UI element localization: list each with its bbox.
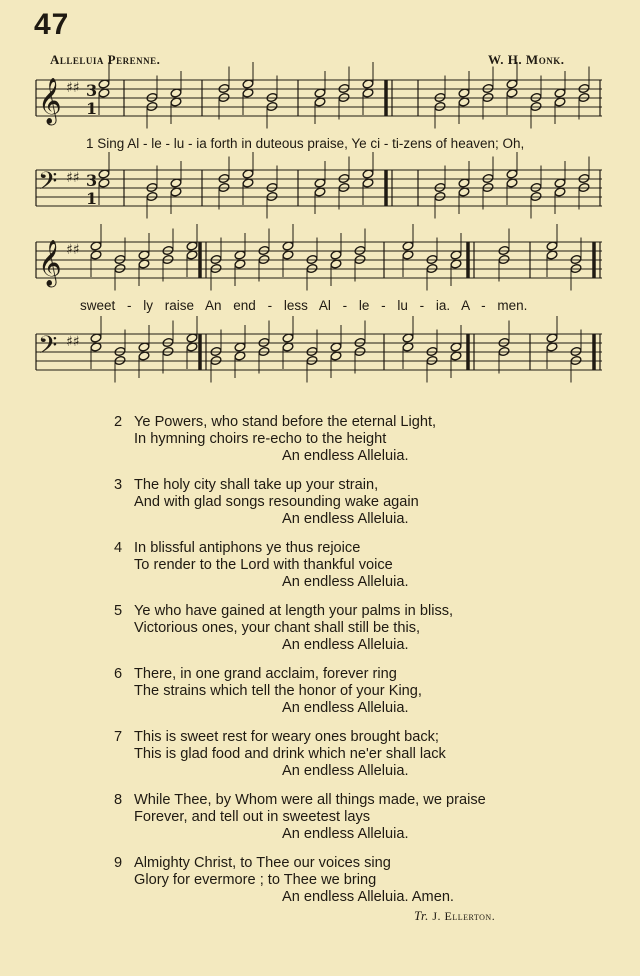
verse-line <box>114 729 594 746</box>
verse-number: 5 <box>114 603 123 619</box>
verse-text: Ye Powers, who stand before the eternal Light, <box>134 414 437 430</box>
bass-clef-icon: 𝄢 <box>38 167 58 202</box>
verse-line <box>114 448 594 465</box>
verse-text: This is glad food and drink which ne'er shall lack <box>134 746 446 762</box>
verse-text: Forever, and tell out in sweetest lays <box>134 809 371 825</box>
music-score <box>0 0 640 400</box>
verse <box>114 603 594 654</box>
verse-line <box>114 746 594 763</box>
verse-number: 9 <box>114 855 123 871</box>
verse-text: There, in one grand acclaim, forever ring <box>134 666 397 682</box>
verse-text: An endless Alleluia. <box>282 448 409 464</box>
time-signature-top: 3 <box>86 81 98 100</box>
verse-text: An endless Alleluia. <box>282 511 409 527</box>
hymn-number: 47 <box>34 8 70 41</box>
verse-text: In hymning choirs re-echo to the height <box>134 431 387 447</box>
key-signature-sharps-icon: ♯♯ <box>66 170 80 186</box>
verse-number: 7 <box>114 729 123 745</box>
verse-text: To render to the Lord with thankful voice <box>134 557 393 573</box>
verse-number: 4 <box>114 540 123 556</box>
verse-number: 6 <box>114 666 123 682</box>
verse-text: In blissful antiphons ye thus rejoice <box>134 540 361 556</box>
lyrics-system-1: 1 Sing Al - le - lu - ia forth in duteous praise, Ye ci - ti-zens of heaven; Oh, <box>86 136 525 151</box>
verse-text: This is sweet rest for weary ones brought back; <box>134 729 439 745</box>
verse-line <box>114 477 594 494</box>
verse <box>114 414 594 465</box>
verse-number: 2 <box>114 414 123 430</box>
translator-name: J. Ellerton. <box>432 909 496 923</box>
verse-text: The strains which tell the honor of your King, <box>134 683 422 699</box>
verse-number: 8 <box>114 792 123 808</box>
time-signature-bottom: 1 <box>86 99 98 118</box>
key-signature-sharps-icon: ♯♯ <box>66 334 80 350</box>
verse <box>114 540 594 591</box>
lyrics-system-2: sweet - ly raise An end - less Al - le - lu - ia. A - men. <box>80 298 528 313</box>
verse-line <box>114 855 594 872</box>
verse-line <box>114 809 594 826</box>
verse-text: An endless Alleluia. <box>282 574 409 590</box>
verse-line <box>114 889 594 906</box>
verse-line <box>114 700 594 717</box>
verse <box>114 855 594 906</box>
verse-line <box>114 872 594 889</box>
verse-line <box>114 683 594 700</box>
verse-text: Ye who have gained at length your palms in bliss, <box>134 603 454 619</box>
verse-line <box>114 557 594 574</box>
verse-line <box>114 574 594 591</box>
verses <box>114 414 594 918</box>
bass-clef-icon: 𝄢 <box>38 331 58 366</box>
verse-line <box>114 826 594 843</box>
verse <box>114 792 594 843</box>
time-signature-top: 3 <box>86 171 98 190</box>
verse-line <box>114 603 594 620</box>
verse <box>114 729 594 780</box>
verse-text: An endless Alleluia. <box>282 700 409 716</box>
verse-line <box>114 666 594 683</box>
verse-text: An endless Alleluia. <box>282 826 409 842</box>
verse-text: Victorious ones, your chant shall still be this, <box>134 620 421 636</box>
verse-text: An endless Alleluia. <box>282 637 409 653</box>
verse-text: While Thee, by Whom were all things made, we praise <box>134 792 486 808</box>
verse-line <box>114 620 594 637</box>
verse-line <box>114 431 594 448</box>
verse-line <box>114 511 594 528</box>
verse-line <box>114 414 594 431</box>
verse-number: 3 <box>114 477 123 493</box>
verse-text: Almighty Christ, to Thee our voices sing <box>134 855 391 871</box>
verse <box>114 477 594 528</box>
verse-line <box>114 494 594 511</box>
verse <box>114 666 594 717</box>
translator-credit <box>414 908 495 924</box>
composer-name: W. H. Monk. <box>488 52 565 67</box>
tune-name: Alleluia Perenne. <box>50 52 161 67</box>
verse-line <box>114 540 594 557</box>
key-signature-sharps-icon: ♯♯ <box>66 242 80 258</box>
time-signature-bottom: 1 <box>86 189 98 208</box>
verse-text: Glory for evermore ; to Thee we bring <box>134 872 377 888</box>
treble-clef-icon: 𝄞 <box>38 240 62 286</box>
verse-line <box>114 637 594 654</box>
verse-text: An endless Alleluia. Amen. <box>282 889 454 905</box>
verse-text: And with glad songs resounding wake again <box>134 494 419 510</box>
translator-abbrev: Tr. <box>414 908 429 923</box>
key-signature-sharps-icon: ♯♯ <box>66 80 80 96</box>
treble-clef-icon: 𝄞 <box>38 78 62 124</box>
verse-text: The holy city shall take up your strain, <box>134 477 379 493</box>
verse-line <box>114 792 594 809</box>
verse-text: An endless Alleluia. <box>282 763 409 779</box>
verse-line <box>114 763 594 780</box>
